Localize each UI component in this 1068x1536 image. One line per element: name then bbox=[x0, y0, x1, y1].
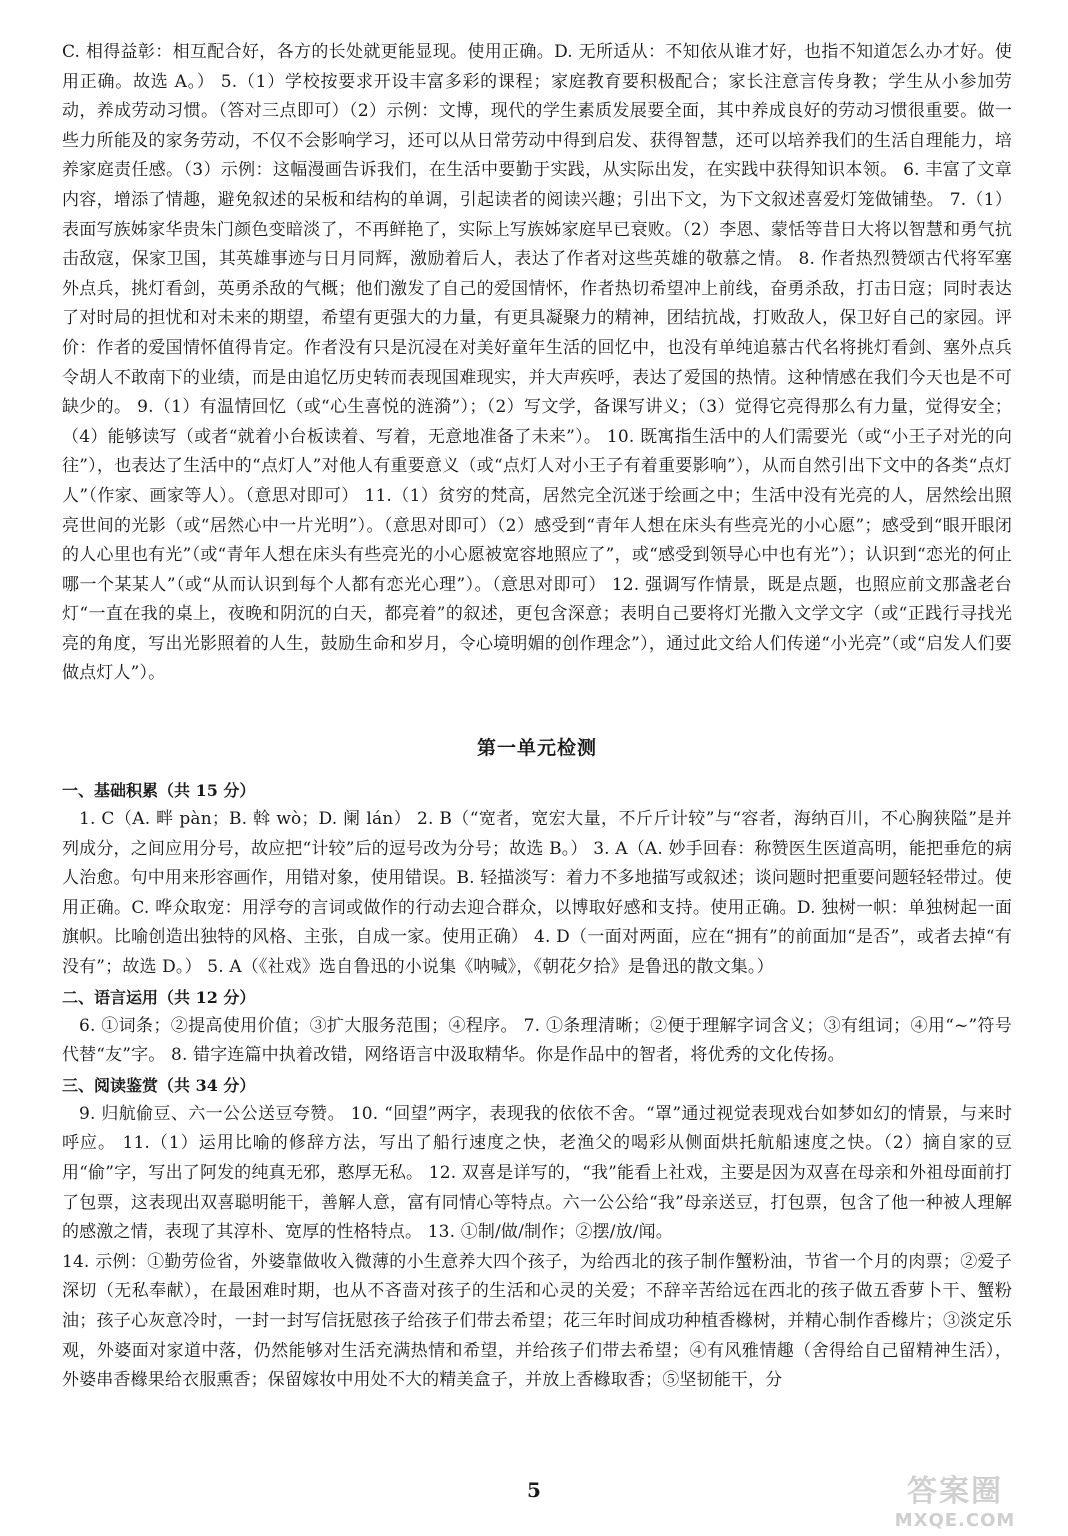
answers-continued: C. 相得益彰：相互配合好，各方的长处就更能显现。使用正确。D. 无所适从：不知依从谁才好，也指不知道怎么办才好。使用正确。故选 A。） 5.（1）学校按要求开设丰富多彩的课程；家庭教育要积极配合；家长注意言传身教；学生从小参加劳动，养成劳动习惯。（答对三点即可）（2）示例：文博，现代的学生素质发展要全面，其中养成良好的劳动习惯很重要。做一些力所能及的家务劳动，不仅不会影响学习，还可以从日常劳动中得到启发、获得智慧，还可以培养我们的生活自理能力，培养家庭责任感。（3）示例：这幅漫画告诉我们，在生活中要勤于实践，从实际出发，在实践中获得知识本领。 6. 丰富了文章内容，增添了情趣，避免叙述的呆板和结构的单调，引起读者的阅读兴趣；引出下文，为下文叙述喜爱灯笼做铺垫。 7.（1）表面写族姊家华贵朱门颜色变暗淡了，不再鲜艳了，实际上写族姊家庭早已衰败。（2）李恩、蒙恬等昔日大将以智慧和勇气抗击敌寇，保家卫国，其英雄事迹与日月同辉，激励着后人，表达了作者对这些英雄的敬慕之情。 8. 作者热烈赞颂古代将军塞外点兵，挑灯看剑，英勇杀敌的气概；他们激发了自己的爱国情怀，作者热切希望冲上前线，奋勇杀敌，打击日寇；同时表达了对时局的担忧和对未来的期望，希望有更强大的力量，有更具凝聚力的精神，团结抗战，打败敌人，保卫好自己的家园。评价：作者的爱国情怀值得肯定。作者没有只是沉浸在对美好童年生活的回忆中，也没有单纯追慕古代名将挑灯看剑、塞外点兵令胡人不敢南下的业绩，而是由追忆历史转而表现国难现实，并大声疾呼，表达了爱国的热情。这种情感在我们今天也是不可缺少的。 9.（1）有温情回忆（或“心生喜悦的涟漪”）；（2）写文学，备课写讲义；（3）觉得它亮得那么有力量，觉得安全；（4）能够读写（或者“就着小台板读着、写着，无意地准备了未来”）。 10. 既寓指生活中的人们需要光（或“小王子对光的向往”），也表达了生活中的“点灯人”对他人有重要意义（或“点灯人对小王子有着重要影响”），从而自然引出下文中的各类“点灯人”（作家、画家等人）。（意思对即可） 11.（1）贫穷的梵高，居然完全沉迷于绘画之中；生活中没有光亮的人，居然绘出照亮世间的光影（或“居然心中一片光明”）。（意思对即可）（2）感受到“青年人想在床头有些亮光的小心愿”；感受到“眼开眼闭的人心里也有光”（或“青年人想在床头有些亮光的小心愿被宽容地照应了”，或“感受到领导心中也有光”）；认识到“恋光的何止哪一个某某人”（或“从而认识到每个人都有恋光心理”）。（意思对即可） 12. 强调写作情景，既是点题，也照应前文那盏老台灯“一直在我的桌上，夜晚和阴沉的白天，都亮着”的叙述，更包含深意；表明自己要将灯光撒入文学文字（或“正践行寻找光亮的角度，写出光影照着的人生，鼓励生命和岁月，令心境明媚的创作理念”），通过此文给人们传递“小光亮”（或“启发人们要做点灯人”）。 bbox=[62, 42, 1012, 684]
section-answers-basics: 1. C（A. 畔 pàn；B. 斡 wò；D. 阑 lán） 2. B（“宽者，宽宏大量，不斤斤计较”与“容者，海纳百川，不心胸狭隘”是并列成分，之间应用分号，故应把“计较”后的逗号改为分号；故选 B。） 3. A（A. 妙手回春：称赞医生医道高明，能把垂危的病人治愈。句中用来形容画作，用错对象，使用错误。B. 轻描淡写：着力不多地描写或叙述；谈问题时把重要问题轻轻带过。使用正确。C. 哗众取宠：用浮夸的言词或做作的行动去迎合群众，以博取好感和支持。使用正确。D. 独树一帜：单独树起一面旗帜。比喻创造出独特的风格、主张，自成一家。使用正确） 4. D（一面对两面，应在“拥有”的前面加“是否”，或者去掉“有没有”；故选 D。） 5. A（《社戏》选自鲁迅的小说集《呐喊》，《朝花夕拾》是鲁迅的散文集。） bbox=[62, 809, 1012, 978]
section-heading-reading: 三、阅读鉴赏（共 34 分） bbox=[62, 1075, 256, 1095]
watermark-url: MXQE.COM bbox=[894, 1510, 1016, 1531]
watermark-logo: 答案圈 bbox=[907, 1474, 1003, 1509]
section-heading-basics: 一、基础积累（共 15 分） bbox=[62, 781, 256, 801]
answer-page bbox=[62, 38, 1012, 1396]
section-answers-reading: 9. 归航偷豆、六一公公送豆夸赞。 10. “回望”两字，表现我的依依不舍。“罩”通过视觉表现戏台如梦如幻的情景，与来时呼应。 11.（1）运用比喻的修辞方法，写出了船行速度之快，老渔父的喝彩从侧面烘托航船速度之快。（2）摘自家的豆用“偷”字，写出了阿发的纯真无邪，憨厚无私。 12. 双喜是详写的，“我”能看上社戏，主要是因为双喜在母亲和外祖母面前打了包票，这表现出双喜聪明能干，善解人意，富有同情心等特点。六一公公给“我”母亲送豆，打包票，包含了他一种被人理解的感激之情，表现了其淳朴、宽厚的性格特点。 13. ①制/做/制作；②摆/放/闻。 bbox=[62, 1103, 1012, 1243]
section-heading-language: 二、语言运用（共 12 分） bbox=[62, 987, 256, 1007]
page-number: 5 bbox=[527, 1478, 541, 1502]
section-answers-reading-14: 14. 示例：①勤劳俭省，外婆靠做收入微薄的小生意养大四个孩子，为给西北的孩子制作蟹粉油，节省一个月的肉票；②爱子深切（无私奉献），在最困难时期，也从不吝啬对孩子的生活和心灵的关爱；不辞辛苦给远在西北的孩子做五香萝卜干、蟹粉油；孩子心灰意冷时，一封一封写信抚慰孩子给孩子们带去希望；花三年时间成功种植香橼树，并精心制作香橼片；③淡定乐观，外婆面对家道中落，仍然能够对生活充满热情和希望，并给孩子们带去希望；④有风雅情趣（舍得给自己留精神生活），外婆串香橼果给衣服熏香；保留嫁妆中用处不大的精美盒子，并放上香橼取香；⑤坚韧能干，分 bbox=[62, 1251, 1012, 1391]
section-answers-language: 6. ①词条；②提高使用价值；③扩大服务范围；④程序。 7. ①条理清晰；②便于理解字词含义；③有组词；④用“~”符号代替“友”字。 8. 错字连篇中执着改错，网络语言中汲取精华。你是作品中的智者，将优秀的文化传扬。 bbox=[62, 1015, 1012, 1066]
watermark bbox=[870, 1466, 1040, 1531]
unit-title: 第一单元检测 bbox=[476, 737, 597, 760]
